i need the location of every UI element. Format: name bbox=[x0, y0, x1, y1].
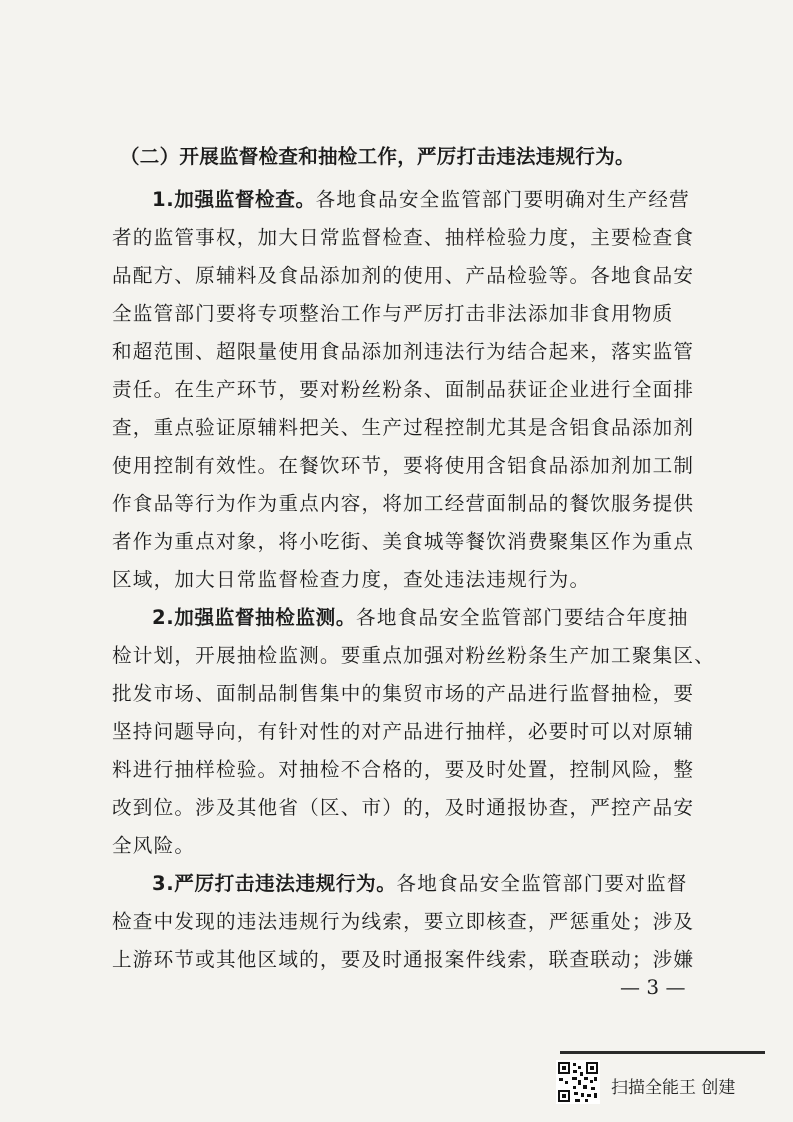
section-heading: （二）开展监督检查和抽检工作，严厉打击违法违规行为。 bbox=[120, 145, 635, 168]
text-line: 检查中发现的违法违规行为线索，要立即核查，严惩重处；涉及 bbox=[112, 910, 695, 933]
text-line: 和超范围、超限量使用食品添加剂违法行为结合起来，落实监管 bbox=[112, 340, 695, 363]
text-line: 检计划，开展抽检监测。要重点加强对粉丝粉条生产加工聚集区、 bbox=[112, 644, 716, 667]
page-number: — 3 — bbox=[620, 975, 686, 999]
qr-code-icon bbox=[556, 1060, 600, 1104]
text-line: 区域，加大日常监督检查力度，查处违法违规行为。 bbox=[112, 568, 591, 591]
scanner-watermark: 扫描全能王 创建 bbox=[611, 1078, 736, 1098]
paragraph-2-first-line-text: 各地食品安全监管部门要结合年度抽 bbox=[356, 606, 689, 629]
paragraph-3-lead: 3.严厉打击违法违规行为。 bbox=[152, 872, 397, 895]
text-line: 批发市场、面制品制售集中的集贸市场的产品进行监督抽检，要 bbox=[112, 682, 695, 705]
paragraph-3-first-line-text: 各地食品安全监管部门要对监督 bbox=[396, 872, 688, 895]
text-line: 者的监管事权，加大日常监督检查、抽样检验力度，主要检查食 bbox=[112, 226, 695, 249]
text-line: 改到位。涉及其他省（区、市）的，及时通报协查，严控产品安 bbox=[112, 796, 695, 819]
text-line: 全监管部门要将专项整治工作与严厉打击非法添加非食用物质 bbox=[112, 302, 674, 325]
text-line: 查，重点验证原辅料把关、生产过程控制尤其是含铝食品添加剂 bbox=[112, 416, 695, 439]
text-line: 料进行抽样检验。对抽检不合格的，要及时处置，控制风险，整 bbox=[112, 758, 695, 781]
text-line: 上游环节或其他区域的，要及时通报案件线索，联查联动；涉嫌 bbox=[112, 948, 695, 971]
text-line: 责任。在生产环节，要对粉丝粉条、面制品获证企业进行全面排 bbox=[112, 378, 695, 401]
text-line: 坚持问题导向，有针对性的对产品进行抽样，必要时可以对原辅 bbox=[112, 720, 695, 743]
text-line: 全风险。 bbox=[112, 834, 196, 857]
paragraph-2-line-1 bbox=[152, 601, 692, 630]
text-line: 品配方、原辅料及食品添加剂的使用、产品检验等。各地食品安 bbox=[112, 264, 695, 287]
paragraph-1-first-line-text: 各地食品安全监管部门要明确对生产经营 bbox=[315, 188, 690, 211]
text-line: 作食品等行为作为重点内容，将加工经营面制品的餐饮服务提供 bbox=[112, 492, 695, 515]
footer-rule bbox=[560, 1051, 765, 1054]
text-line: 者作为重点对象，将小吃街、美食城等餐饮消费聚集区作为重点 bbox=[112, 530, 695, 553]
paragraph-1-lead: 1.加强监督检查。 bbox=[152, 188, 316, 211]
paragraph-1-line-1 bbox=[152, 183, 692, 212]
paragraph-3-line-1 bbox=[152, 867, 692, 896]
text-line: 使用控制有效性。在餐饮环节，要将使用含铝食品添加剂加工制 bbox=[112, 454, 695, 477]
paragraph-2-lead: 2.加强监督抽检监测。 bbox=[152, 606, 357, 629]
